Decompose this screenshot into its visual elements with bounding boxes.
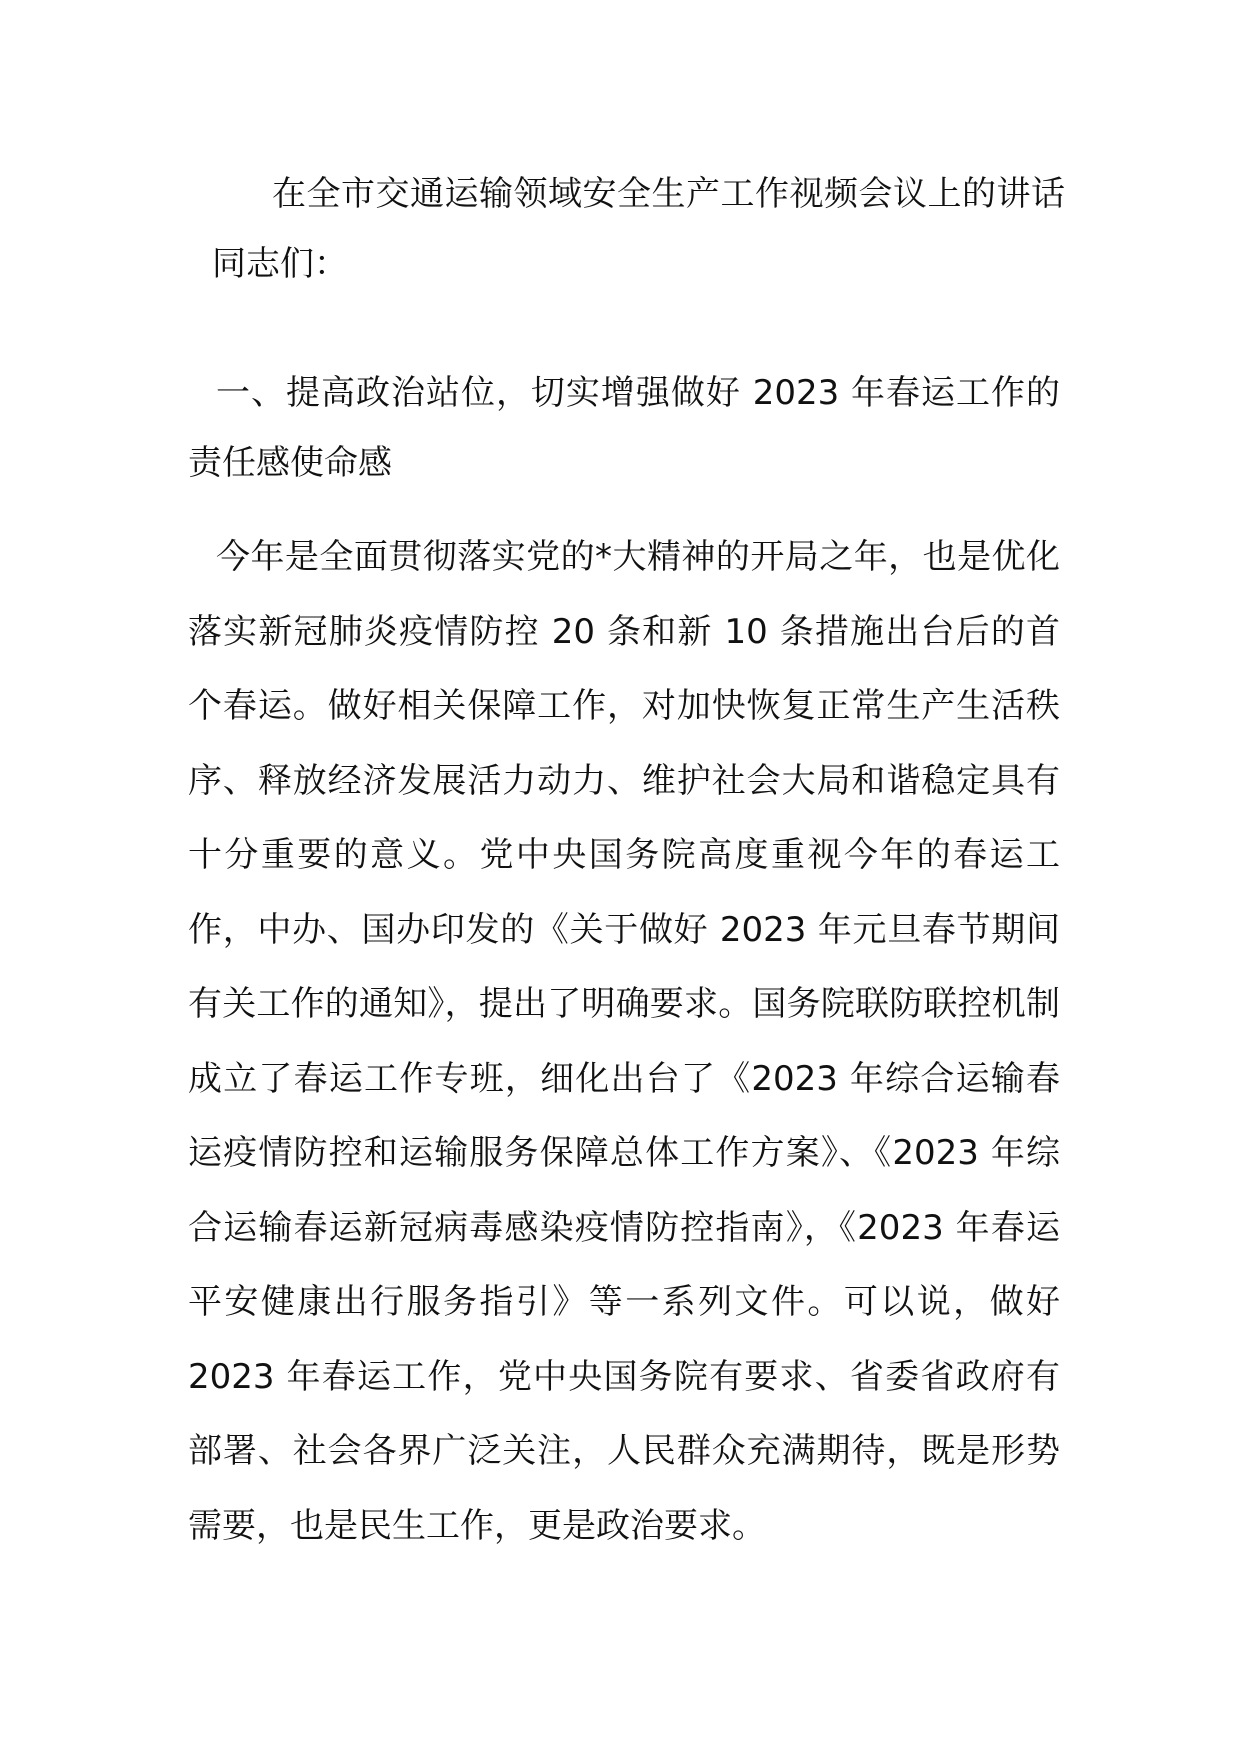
section-heading: 一、提高政治站位，切实增强做好 2023 年春运工作的责任感使命感 [188, 373, 1060, 483]
salutation: 同志们： [212, 244, 348, 284]
body-paragraph: 今年是全面贯彻落实党的*大精神的开局之年，也是优化落实新冠肺炎疫情防控 20 条和新 10 条措施出台后的首个春运。做好相关保障工作，对加快恢复正常生产生活秩序、释放经济发展活力动力、维护社会大局和谐稳定具有十分重要的意义。党中央国务院高度重视今年的春运工作，中办、国办印发的《关于做好 2023 年元旦春节期间有关工作的通知》，提出了明确要求。国务院联防联控机制成立了春运工作专班，细化出台了《2023 年综合运输春运疫情防控和运输服务保障总体工作方案》、《2023 年综合运输春运新冠病毒感染疫情防控指南》，《2023 年春运平安健康出行服务指引》等一系列文件。可以说，做好 2023 年春运工作，党中央国务院有要求、省委省政府有部署、社会各界广泛关注，人民群众充满期待，既是形势需要，也是民生工作，更是政治要求。 [188, 537, 1060, 1546]
document-title: 在全市交通运输领域安全生产工作视频会议上的讲话 [272, 174, 1066, 214]
